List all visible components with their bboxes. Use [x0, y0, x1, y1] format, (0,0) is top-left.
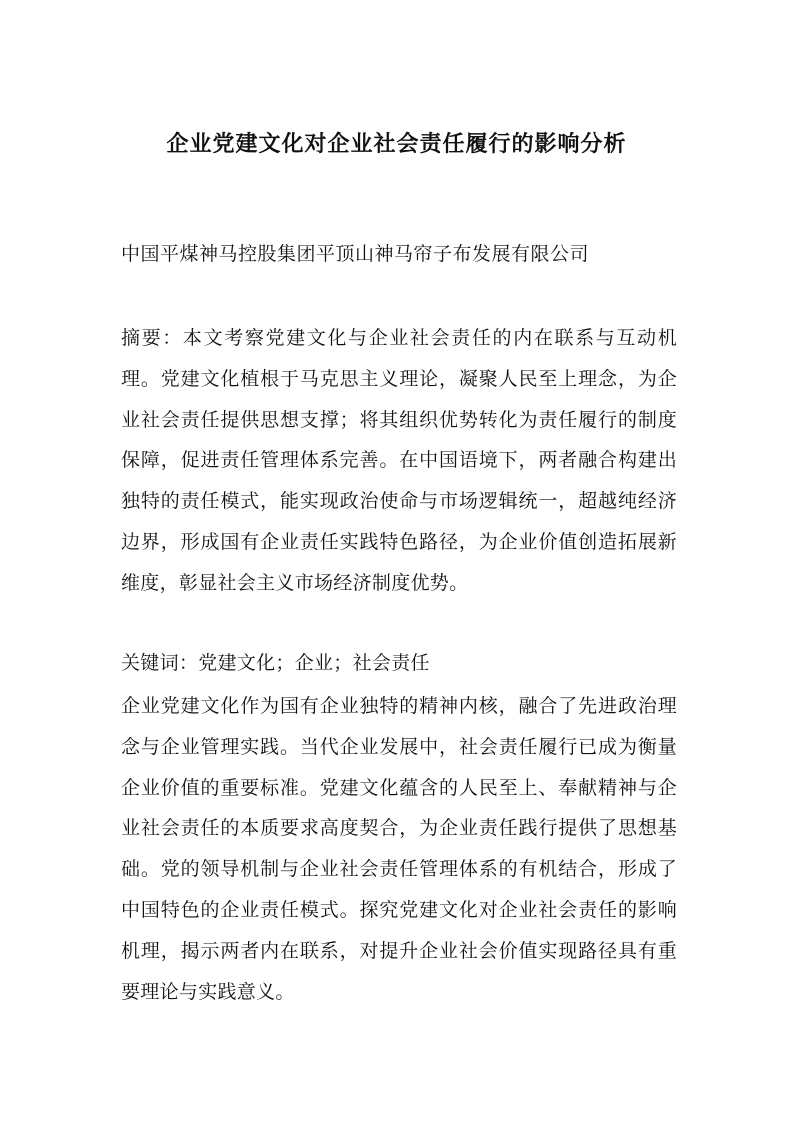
document-title: 企业党建文化对企业社会责任履行的影响分析 — [166, 131, 627, 157]
abstract-paragraph: 摘要：本文考察党建文化与企业社会责任的内在联系与互动机理。党建文化植根于马克思主义理论，凝聚人民至上理念，为企业社会责任提供思想支撑；将其组织优势转化为责任履行的制度保障，促进责任管理体系完善。在中国语境下，两者融合构建出独特的责任模式，能实现政治使命与市场逻辑统一，超越纯经济边界，形成国有企业责任实践特色路径，为企业价值创造拓展新维度，彰显社会主义市场经济制度优势。 — [121, 327, 677, 594]
author-affiliation: 中国平煤神马控股集团平顶山神马帘子布发展有限公司 — [121, 243, 590, 265]
keywords-line: 关键词：党建文化；企业；社会责任 — [121, 652, 430, 674]
intro-paragraph: 企业党建文化作为国有企业独特的精神内核，融合了先进政治理念与企业管理实践。当代企业发展中，社会责任履行已成为衡量企业价值的重要标准。党建文化蕴含的人民至上、奉献精神与企业社会责任的本质要求高度契合，为企业责任践行提供了思想基础。党的领导机制与企业社会责任管理体系的有机结合，形成了中国特色的企业责任模式。探究党建文化对企业社会责任的影响机理，揭示两者内在联系，对提升企业社会价值实现路径具有重要理论与实践意义。 — [121, 695, 677, 1003]
